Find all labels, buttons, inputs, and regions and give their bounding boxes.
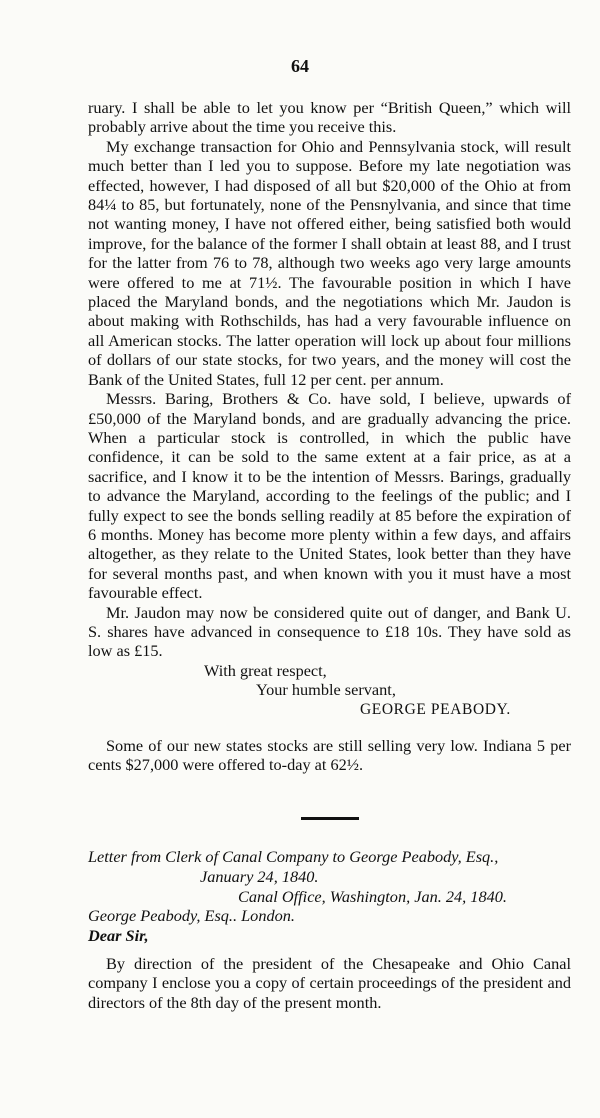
postscript: Some of our new states stocks are still selling very low. Indiana 5 per cents $27,000 were offered to-day at 62½. (88, 736, 571, 775)
signature: GEORGE PEABODY. (360, 700, 511, 718)
letter-address: George Peabody, Esq.. London. (88, 906, 295, 926)
letter-body: By direction of the president of the Chesapeake and Ohio Canal company I enclose you a copy of certain proceedings of the president and directors of the 8th day of the present month. (88, 954, 571, 1012)
closing-respect: With great respect, (204, 660, 327, 680)
letter-paragraph-jaudon: Mr. Jaudon may now be considered quite out of danger, and Bank U. S. shares have advanced in consequence to £18 10s. They have sold as low as £15. (88, 602, 571, 661)
letter-salutation: Dear Sir, (88, 925, 149, 945)
section-divider (301, 817, 359, 820)
letter-paragraph-continued: ruary. I shall be able to let you know per “British Queen,” which will probably arrive about the time you receive this. (88, 98, 571, 137)
page-number: 64 (291, 56, 309, 76)
letter-heading-date: January 24, 1840. (200, 866, 319, 886)
letter-paragraph-barings: Messrs. Baring, Brothers & Co. have sold, I believe, upwards of £50,000 of the Maryland bonds, and are gradually advancing the price. When a particular stock is controlled, in which the public have confidence, it can be sold to the same extent at a fair price, as at a sacrifice, and I know it to be the intention of Messrs. Barings, gradually to advance the Maryland, according to the feelings of the public; and I fully expect to see the bonds selling readily at 85 before the expiration of 6 months. Money has become more plenty within a few days, and affairs altogether, as they relate to the United States, look better than they have for several months past, and when known with you it must have a most favourable effect. (88, 389, 571, 603)
letter-paragraph-exchange: My exchange transaction for Ohio and Pennsylvania stock, will result much better than I led you to suppose. Before my late negotiation was effected, however, I had disposed of all but $20,000 of the Ohio at from 84¼ to 85, but fortunately, none of the Pensnylvania, and since that time not wanting money, I have not offered either, being satisfied both would improve, for the balance of the former I shall obtain at least 88, and I trust for the latter from 76 to 78, although two weeks ago very large amounts were offered to me at 71½. The favourable position in which I have placed the Maryland bonds, and the negotiations which Mr. Jaudon is about making with Rothschilds, has had a very favourable influence on all American stocks. The latter operation will lock up about four millions of dollars of our state stocks, for two years, and the money will cost the Bank of the United States, full 12 per cent. per annum. (88, 136, 571, 389)
letter-heading-title: Letter from Clerk of Canal Company to George Peabody, Esq., (88, 846, 499, 866)
page-body (88, 98, 571, 1012)
letter-dateline: Canal Office, Washington, Jan. 24, 1840. (238, 886, 507, 906)
closing-servant: Your humble servant, (256, 680, 396, 700)
letter-heading (88, 847, 571, 887)
